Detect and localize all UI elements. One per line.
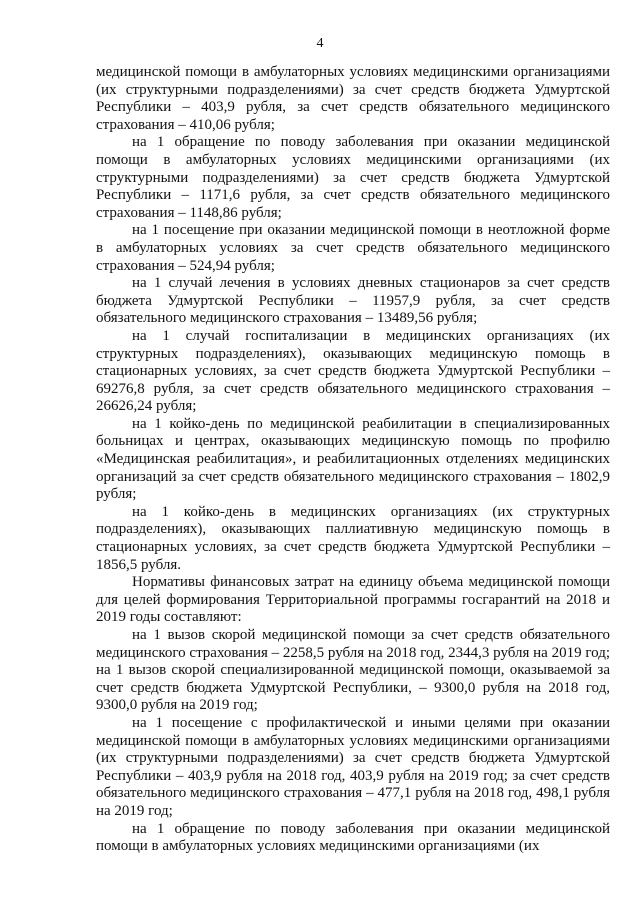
paragraph: на 1 койко-день в медицинских организациях (их структурных подразделениях), оказывающих паллиативную медицинскую помощь в стационарных условиях, за счет средств бюджета Удмуртской Республики – 1856,5 рубля. [96,503,610,573]
document-body [96,64,610,856]
paragraph: медицинской помощи в амбулаторных условиях медицинскими организациями (их структурными подразделениями) за счет средств бюджета Удмуртской Республики – 403,9 рубля, за счет средств обязательного медицинского страхования – 410,06 рубля; [96,64,610,133]
paragraph: на 1 вызов скорой медицинской помощи за счет средств обязательного медицинского страхования – 2258,5 рубля на 2018 год, 2344,3 рубля на 2019 год; на 1 вызов скорой специализированной медицинской помощи, оказываемой за счет средств бюджета Удмуртской Республики, – 9300,0 рубля на 2018 год, 9300,0 рубля на 2019 год; [96,627,610,714]
paragraph: на 1 посещение с профилактической и иными целями при оказании медицинской помощи в амбулаторных условиях медицинскими организациями (их структурными подразделениями) за счет средств бюджета Удмуртской Республики – 403,9 рубля на 2018 год, 403,9 рубля на 2019 год; за счет средств обязательного медицинского страхования – 477,1 рубля на 2018 год, 498,1 рубля на 2019 год; [96,714,610,819]
paragraph: Нормативы финансовых затрат на единицу объема медицинской помощи для целей формирования Территориальной программы госгарантий на 2018 и 2019 годы составляют: [96,574,610,626]
paragraph: на 1 посещение при оказании медицинской помощи в неотложной форме в амбулаторных условиях за счет средств обязательного медицинского страхования – 524,94 рубля; [96,222,610,274]
paragraph: на 1 обращение по поводу заболевания при оказании медицинской помощи в амбулаторных условиях медицинскими организациями (их [96,820,610,855]
paragraph: на 1 обращение по поводу заболевания при оказании медицинской помощи в амбулаторных условиях медицинскими организациями (их структурными подразделениями) за счет средств бюджета Удмуртской Республики – 1171,6 рубля, за счет средств обязательного медицинского страхования – 1148,86 рубля; [96,134,610,221]
paragraph: на 1 койко-день по медицинской реабилитации в специализированных больницах и центрах, оказывающих медицинскую помощь по профилю «Медицинская реабилитация», и реабилитационных отделениях медицинских организаций за счет средств обязательного медицинского страхования – 1802,9 рубля; [96,415,610,503]
paragraph: на 1 случай лечения в условиях дневных стационаров за счет средств бюджета Удмуртской Республики – 11957,9 рубля, за счет средств обязательного медицинского страхования – 13489,56 рубля; [96,275,610,327]
paragraph: на 1 случай госпитализации в медицинских организациях (их структурных подразделениях), оказывающих медицинскую помощь в стационарных условиях, за счет средств бюджета Удмуртской Республики – 69276,8 рубля, за счет средств обязательного медицинского страхования – 26626,24 рубля; [96,327,610,415]
page-number: 4 [316,36,324,51]
